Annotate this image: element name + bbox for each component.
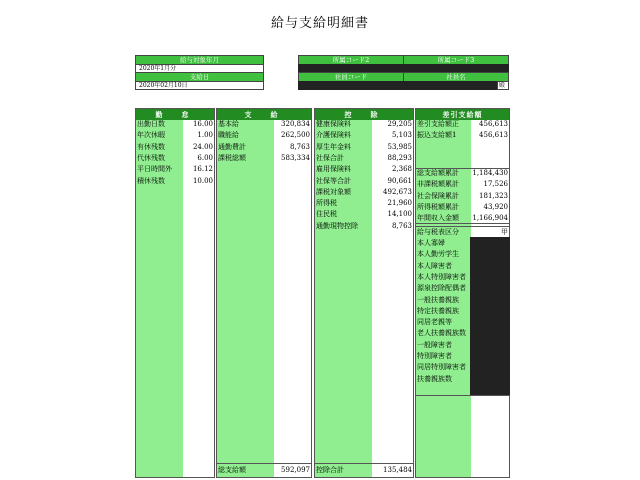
net-label: 振込支給額1: [417, 131, 457, 140]
target-month-label: 給与対象年月: [135, 55, 264, 65]
cumulative-value: 17,526: [483, 180, 508, 189]
payment-header: 支 給: [217, 109, 311, 120]
target-month-value: 2020年1月分: [135, 64, 264, 73]
dependent-label: 同居老親等: [417, 318, 452, 327]
attendance-label: 出勤日数: [137, 120, 165, 128]
attendance-value: 16.00: [192, 120, 213, 128]
tax-table-label: 給与税表区分: [417, 228, 459, 236]
cumulative-label: 社会保険累計: [417, 191, 459, 200]
payment-label: 職能給: [218, 131, 239, 140]
cumulative-label: 非課税額累計: [417, 180, 459, 189]
deduction-total-label: 控除合計: [316, 466, 344, 474]
deduction-label: 社保合計: [316, 153, 344, 162]
payment-value: 583,334: [281, 153, 310, 162]
dependent-label: 一般障害者: [417, 340, 452, 349]
deduction-value: 14,100: [387, 210, 412, 219]
attendance-value: 6.00: [197, 153, 213, 162]
deduction-label: 介護保険料: [316, 131, 351, 140]
deduction-value: 29,205: [387, 120, 412, 128]
dependent-label: 一般扶養親族: [417, 295, 459, 304]
dependent-label: 源泉控除配偶者: [417, 284, 466, 293]
deduction-value: 53,985: [387, 142, 412, 151]
dependent-label: 扶養親族数: [417, 374, 452, 383]
emp-name-label: 社員名: [403, 72, 509, 82]
net-header: 差引支給額: [416, 109, 509, 120]
payment-value: 8,763: [289, 142, 310, 151]
deduction-value: 21,960: [387, 199, 412, 208]
attendance-label: 代休残数: [137, 153, 165, 162]
pay-date-value: 2020年02月10日: [135, 81, 264, 90]
attendance-value: 16.12: [192, 165, 213, 174]
dependent-label: 本人特別障害者: [417, 272, 466, 281]
deduction-label: 課税対象額: [316, 187, 351, 196]
dependent-label: 特定扶養親族: [417, 306, 459, 315]
payment-total-value: 592,097: [281, 466, 310, 474]
dependent-label: 同居特別障害者: [417, 363, 466, 372]
deduction-value: 90,661: [387, 176, 412, 185]
cumulative-value: 1,166,904: [472, 214, 508, 223]
page-title: 給与支給明細書: [270, 16, 369, 31]
pay-date-label: 支給日: [135, 72, 264, 82]
payment-label: 通勤費計: [218, 142, 246, 151]
deduction-label: 社保等合計: [316, 176, 351, 185]
attendance-label: 積休残数: [137, 176, 165, 185]
dependents-redacted: [470, 237, 510, 395]
deduction-label: 通勤現物控除: [316, 221, 358, 230]
dependent-label: 本人障害者: [417, 261, 452, 270]
dept-code2-label: 所属コード2: [298, 55, 404, 65]
deduction-value: 492,673: [383, 187, 412, 196]
cumulative-label: 年間収入金額: [417, 214, 459, 223]
deduction-label: 健康保険料: [316, 120, 351, 128]
payment-value: 320,834: [281, 120, 310, 128]
emp-info-redacted: [298, 81, 498, 90]
cumulative-value: 43,920: [483, 202, 508, 211]
deduction-value: 8,763: [391, 221, 412, 230]
attendance-label: 有休残数: [137, 142, 165, 151]
attendance-header: 勤 怠: [136, 109, 214, 120]
net-value: 456,613: [479, 120, 508, 128]
deduction-label: 所得税: [316, 199, 337, 208]
attendance-value: 1.00: [197, 131, 213, 140]
deduction-label: 住民税: [316, 210, 337, 219]
cumulative-value: 1,184,430: [472, 169, 508, 177]
cumulative-value: 181,323: [479, 191, 508, 200]
deduction-value: 2,368: [391, 165, 412, 174]
dept-code3-label: 所属コード3: [403, 55, 509, 65]
deduction-label: 厚生年金料: [316, 142, 351, 151]
cumulative-label: 所得税額累計: [417, 202, 459, 211]
name-suffix: 殿: [497, 81, 509, 90]
deduction-value: 5,103: [391, 131, 412, 140]
net-value: 456,613: [479, 131, 508, 140]
payment-label: 基本給: [218, 120, 239, 128]
net-label: 差引支給額正: [417, 120, 459, 128]
deduction-header: 控 除: [315, 109, 413, 120]
cumulative-label: 総支給額累計: [417, 169, 459, 177]
payment-value: 262,500: [281, 131, 310, 140]
attendance-label: 平日時間外: [137, 165, 172, 174]
dependent-label: 本人勤労学生: [417, 250, 459, 259]
tax-table-value: 甲: [501, 228, 508, 236]
dependent-label: 特別障害者: [417, 352, 452, 360]
deduction-total-value: 135,484: [383, 466, 412, 474]
emp-code-label: 社員コード: [298, 72, 404, 82]
deduction-label: 雇用保険料: [316, 165, 351, 174]
attendance-value: 24.00: [192, 142, 213, 151]
dependent-label: 老人扶養親族数: [417, 329, 466, 338]
attendance-label: 年次休暇: [137, 131, 165, 140]
payment-label: 課税総額: [218, 153, 246, 162]
attendance-value: 10.00: [192, 176, 213, 185]
deduction-value: 88,293: [387, 153, 412, 162]
payment-total-label: 総支給額: [218, 466, 246, 474]
dependent-label: 本人寡婦: [417, 239, 445, 247]
